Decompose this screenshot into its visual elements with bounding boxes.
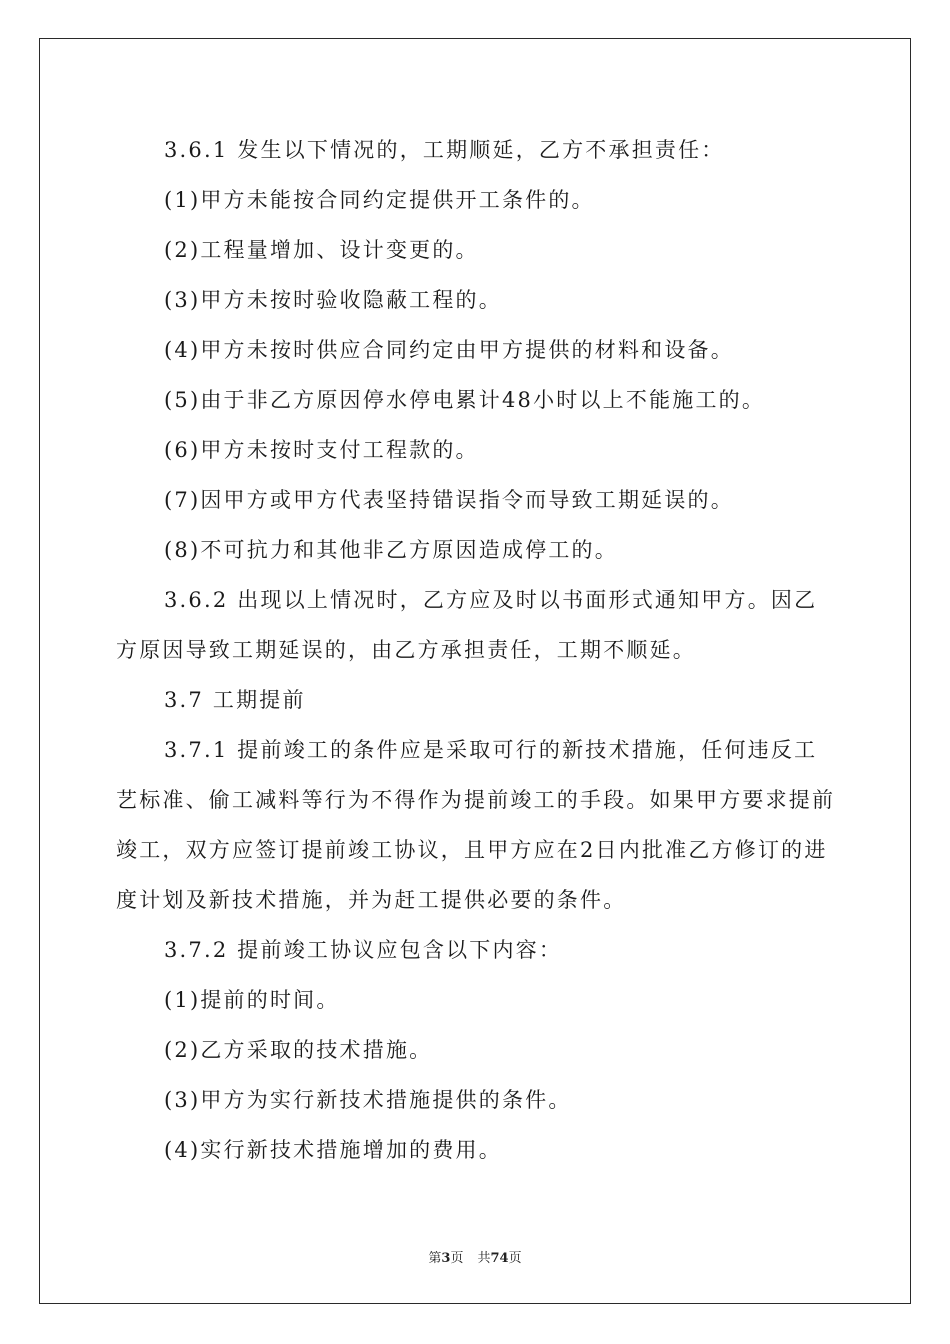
footer-total-suffix: 页 xyxy=(508,1251,522,1266)
list-item: (2)工程量增加、设计变更的。 xyxy=(164,238,479,262)
footer-total-pages: 74 xyxy=(490,1251,509,1266)
list-item: (1)甲方未能按合同约定提供开工条件的。 xyxy=(164,188,595,212)
list-item: (2)乙方采取的技术措施。 xyxy=(164,1038,433,1062)
list-item: (6)甲方未按时支付工程款的。 xyxy=(164,438,479,462)
footer-total-prefix: 共 xyxy=(477,1251,491,1266)
list-item: (3)甲方未按时验收隐蔽工程的。 xyxy=(164,288,502,312)
footer-page-suffix: 页 xyxy=(450,1251,464,1266)
paragraph-3-7-1: 3.7.1 提前竣工的条件应是采取可行的新技术措施，任何违反工艺标准、偷工减料等行为不得作为提前竣工的手段。如果甲方要求提前竣工，双方应签订提前竣工协议，且甲方应在2日内批准乙方修订的进度计划及新技术措施，并为赶工提供必要的条件。 xyxy=(116,738,836,912)
list-item: (8)不可抗力和其他非乙方原因造成停工的。 xyxy=(164,538,618,562)
paragraph-3-7-2: 3.7.2 提前竣工协议应包含以下内容： xyxy=(164,938,563,962)
footer-page-prefix: 第 xyxy=(428,1251,442,1266)
list-item: (4)实行新技术措施增加的费用。 xyxy=(164,1138,502,1162)
list-item: (3)甲方为实行新技术措施提供的条件。 xyxy=(164,1088,572,1112)
section-heading-3-7: 3.7 工期提前 xyxy=(164,688,306,712)
paragraph-3-6-2: 3.6.2 出现以上情况时，乙方应及时以书面形式通知甲方。因乙方原因导致工期延误的，由乙方承担责任，工期不顺延。 xyxy=(116,588,818,662)
paragraph-3-6-1: 3.6.1 发生以下情况的，工期顺延，乙方不承担责任： xyxy=(164,138,725,162)
footer-page-number: 3 xyxy=(441,1251,451,1266)
list-item: (4)甲方未按时供应合同约定由甲方提供的材料和设备。 xyxy=(164,338,734,362)
list-item: (1)提前的时间。 xyxy=(164,988,340,1012)
list-item: (7)因甲方或甲方代表坚持错误指令而导致工期延误的。 xyxy=(164,488,734,512)
document-body xyxy=(116,125,836,1175)
list-item: (5)由于非乙方原因停水停电累计48小时以上不能施工的。 xyxy=(164,388,766,412)
page-footer xyxy=(0,1247,950,1266)
